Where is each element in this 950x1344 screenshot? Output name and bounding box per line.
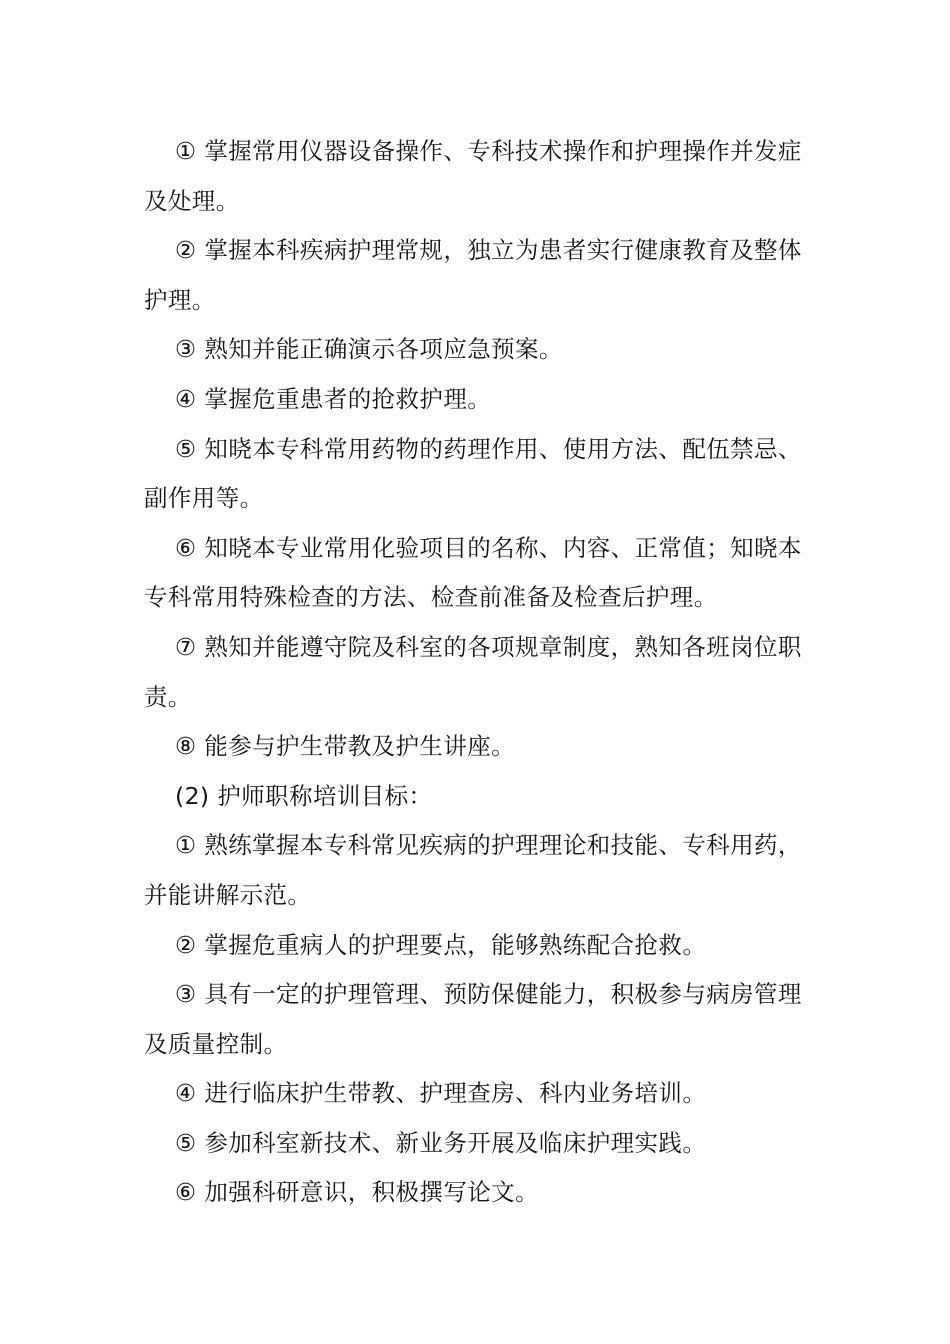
paragraph-13: ④ 进行临床护生带教、护理查房、科内业务培训。: [175, 1079, 707, 1108]
paragraph-14: ⑤ 参加科室新技术、新业务开展及临床护理实践。: [175, 1128, 707, 1157]
paragraph-10: ① 熟练掌握本专科常见疾病的护理理论和技能、专科用药，并能讲解示范。: [144, 831, 802, 909]
paragraph-4: ④ 掌握危重患者的抢救护理。: [175, 384, 492, 413]
paragraph-7: ⑦ 熟知并能遵守院及科室的各项规章制度，熟知各班岗位职责。: [144, 632, 802, 711]
paragraph-8: ⑧ 能参与护生带教及护生讲座。: [175, 732, 516, 761]
paragraph-5: ⑤ 知晓本专科常用药物的药理作用、使用方法、配伍禁忌、副作用等。: [144, 434, 802, 513]
paragraph-6: ⑥ 知晓本专业常用化验项目的名称、内容、正常值；知晓本专科常用特殊检查的方法、检查前准备及检查后护理。: [144, 533, 802, 612]
paragraph-12: ③ 具有一定的护理管理、预防保健能力，积极参与病房管理及质量控制。: [144, 980, 802, 1058]
paragraph-11: ② 掌握危重病人的护理要点，能够熟练配合抢救。: [175, 930, 707, 959]
paragraph-15: ⑥ 加强科研意识，积极撰写论文。: [175, 1178, 539, 1207]
document-body: [144, 127, 806, 1218]
paragraph-1: ① 掌握常用仪器设备操作、专科技术操作和护理操作并发症及处理。: [144, 137, 802, 215]
paragraph-3: ③ 熟知并能正确演示各项应急预案。: [175, 335, 563, 364]
section-heading: (2) 护师职称培训目标：: [175, 781, 433, 810]
paragraph-2: ② 掌握本科疾病护理常规，独立为患者实行健康教育及整体护理。: [144, 236, 802, 314]
